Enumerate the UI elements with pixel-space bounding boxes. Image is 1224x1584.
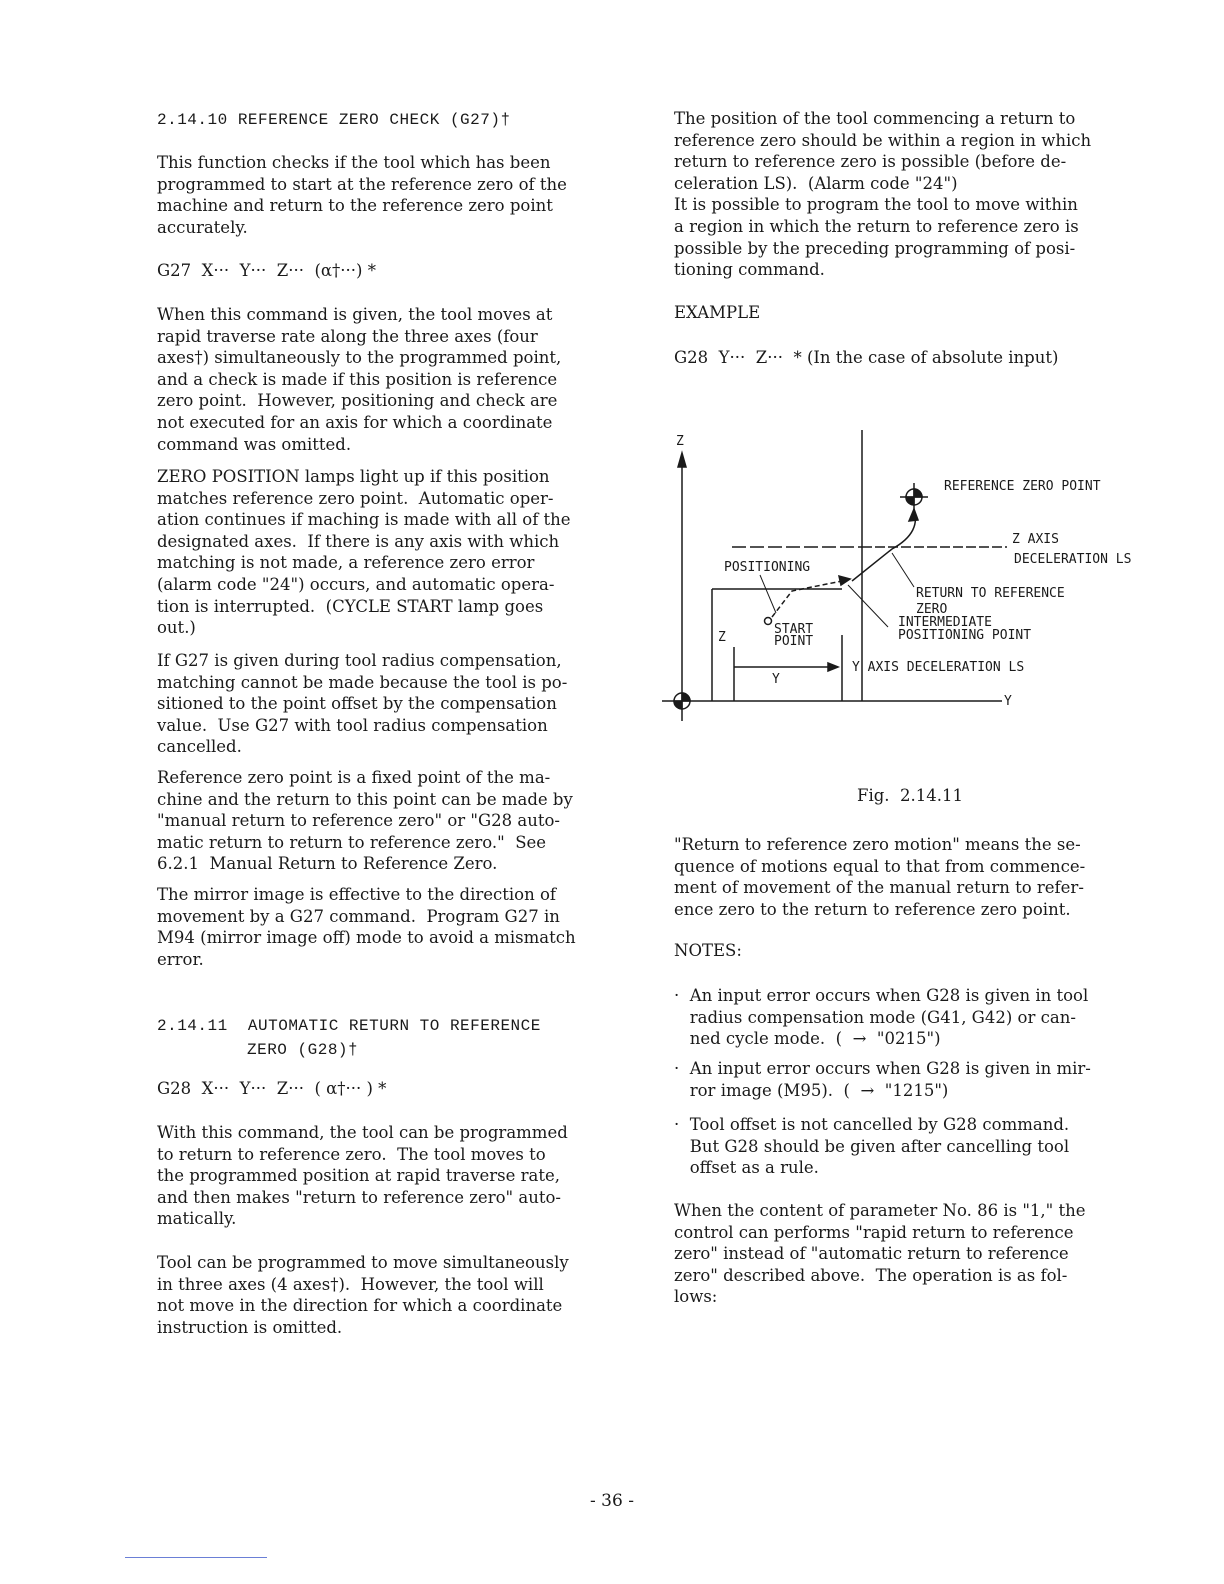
return-region-paragraph: The position of the tool commencing a return to reference zero should be within a region in which return to reference zero is possible (before de- celeration LS). (Alarm code "24") It is possible to program the tool to move within a region in which the return to reference zero is possible by the preceding programming of posi- tioning command. [674, 109, 1092, 280]
g27-lamp-paragraph: ZERO POSITION lamps light up if this position matches reference zero point. Automatic oper- ation continues if maching is made with all of the designated axes. If there is any axis with which matching is not made, a reference zero error (alarm code "24") occurs, and automatic opera- tion is interrupted. (CYCLE START lamp goes out.) [157, 467, 571, 638]
fig-z-dimension-label: Z [718, 630, 726, 645]
z-axis-arrow [678, 453, 686, 467]
fig-start-label-cont: POINT [774, 634, 814, 649]
fig-intermediate-label: INTERMEDIATE [898, 615, 992, 630]
g27-command-format: G27 X··· Y··· Z··· (α†···) * [157, 261, 376, 280]
return-motion-paragraph: "Return to reference zero motion" means the se- quence of motions equal to that from commence- ment of movement of the manual return to refer- ence zero to the return to reference zero point. [674, 835, 1086, 919]
fig-y-decel-label: Y AXIS DECELERATION LS [852, 660, 1025, 675]
positioning-path [772, 580, 847, 617]
note-item: · An input error occurs when G28 is given in mir- ror image (M95). ( → "1215") [674, 1059, 1091, 1100]
page-number: - 36 - [590, 1491, 634, 1511]
mirror-image-paragraph: The mirror image is effective to the direction of movement by a G27 command. Program G27 in M94 (mirror image off) mode to avoid a mismatch error. [157, 885, 576, 969]
fig-return-label-cont: ZERO [916, 602, 948, 617]
example-command: G28 Y··· Z··· * (In the case of absolute input) [674, 348, 1059, 367]
rapid-return-paragraph: When the content of parameter No. 86 is "1," the control can performs "rapid return to reference zero" instead of "automatic return to reference zero" described above. The operation is as fol- lows: [674, 1201, 1086, 1307]
start-point-marker [765, 618, 772, 625]
fig-z-axis-label: Z AXIS [1012, 532, 1059, 547]
y-dimension-arrow [828, 663, 838, 671]
notes-label: NOTES: [674, 941, 742, 960]
example-label: EXAMPLE [674, 303, 761, 322]
fig-y-label: Y [1004, 694, 1012, 709]
fig-return-label: RETURN TO REFERENCE [916, 586, 1065, 601]
g27-compensation-paragraph: If G27 is given during tool radius compensation, matching cannot be made because the tool is po- sitioned to the point offset by the compensation value. Use G27 with tool radius compensation cancelled. [157, 651, 568, 757]
g28-command-format: G28 X··· Y··· Z··· ( α†··· ) * [157, 1079, 387, 1098]
fig-y-dimension-label: Y [772, 672, 780, 687]
g28-description-paragraph: With this command, the tool can be programmed to return to reference zero. The tool moves to the programmed position at rapid traverse rate, and then makes "return to reference zero" auto- matically. [157, 1123, 568, 1229]
note-item: · Tool offset is not cancelled by G28 command. But G28 should be given after cancelling tool offset as a rule. [674, 1115, 1070, 1178]
fig-z-label: Z [676, 434, 684, 449]
section-heading-g28: 2.14.11 AUTOMATIC RETURN TO REFERENCE [157, 1017, 541, 1035]
section-heading-g27: 2.14.10 REFERENCE ZERO CHECK (G27)† [157, 111, 511, 129]
reference-return-diagram [652, 425, 1162, 735]
bottom-rule [125, 1557, 267, 1558]
fig-positioning-label: POSITIONING [724, 560, 811, 575]
fig-start-label: START [774, 622, 814, 637]
g27-motion-paragraph: When this command is given, the tool moves at rapid traverse rate along the three axes (four axes†) simultaneously to the programmed point, and a check is made if this position is reference zero point. However, positioning and check are not executed for an axis for which a coordinate command was omitted. [157, 305, 562, 454]
fig-ref-zero-label: REFERENCE ZERO POINT [944, 479, 1101, 494]
note-item: · An input error occurs when G28 is given in tool radius compensation mode (G41, G42) or can- ned cycle mode. ( → "0215") [674, 986, 1089, 1049]
section-heading-g28-cont: ZERO (G28)† [247, 1041, 359, 1059]
fig-deceleration-label: DECELERATION LS [1014, 552, 1132, 567]
g27-intro-paragraph: This function checks if the tool which has been programmed to start at the reference zero of the machine and return to the reference zero point accurately. [157, 153, 567, 237]
fig-intermediate-label-cont: POSITIONING POINT [898, 628, 1032, 643]
g28-simultaneous-paragraph: Tool can be programmed to move simultaneously in three axes (4 axes†). However, the tool will not move in the direction for which a coordinate instruction is omitted. [157, 1253, 569, 1337]
figure-caption: Fig. 2.14.11 [857, 786, 964, 805]
reference-zero-paragraph: Reference zero point is a fixed point of the ma- chine and the return to this point can be made by "manual return to reference zero" or "G28 auto- matic return to return to reference zero." See 6.2.1 Manual Return to Reference Zero. [157, 768, 573, 874]
